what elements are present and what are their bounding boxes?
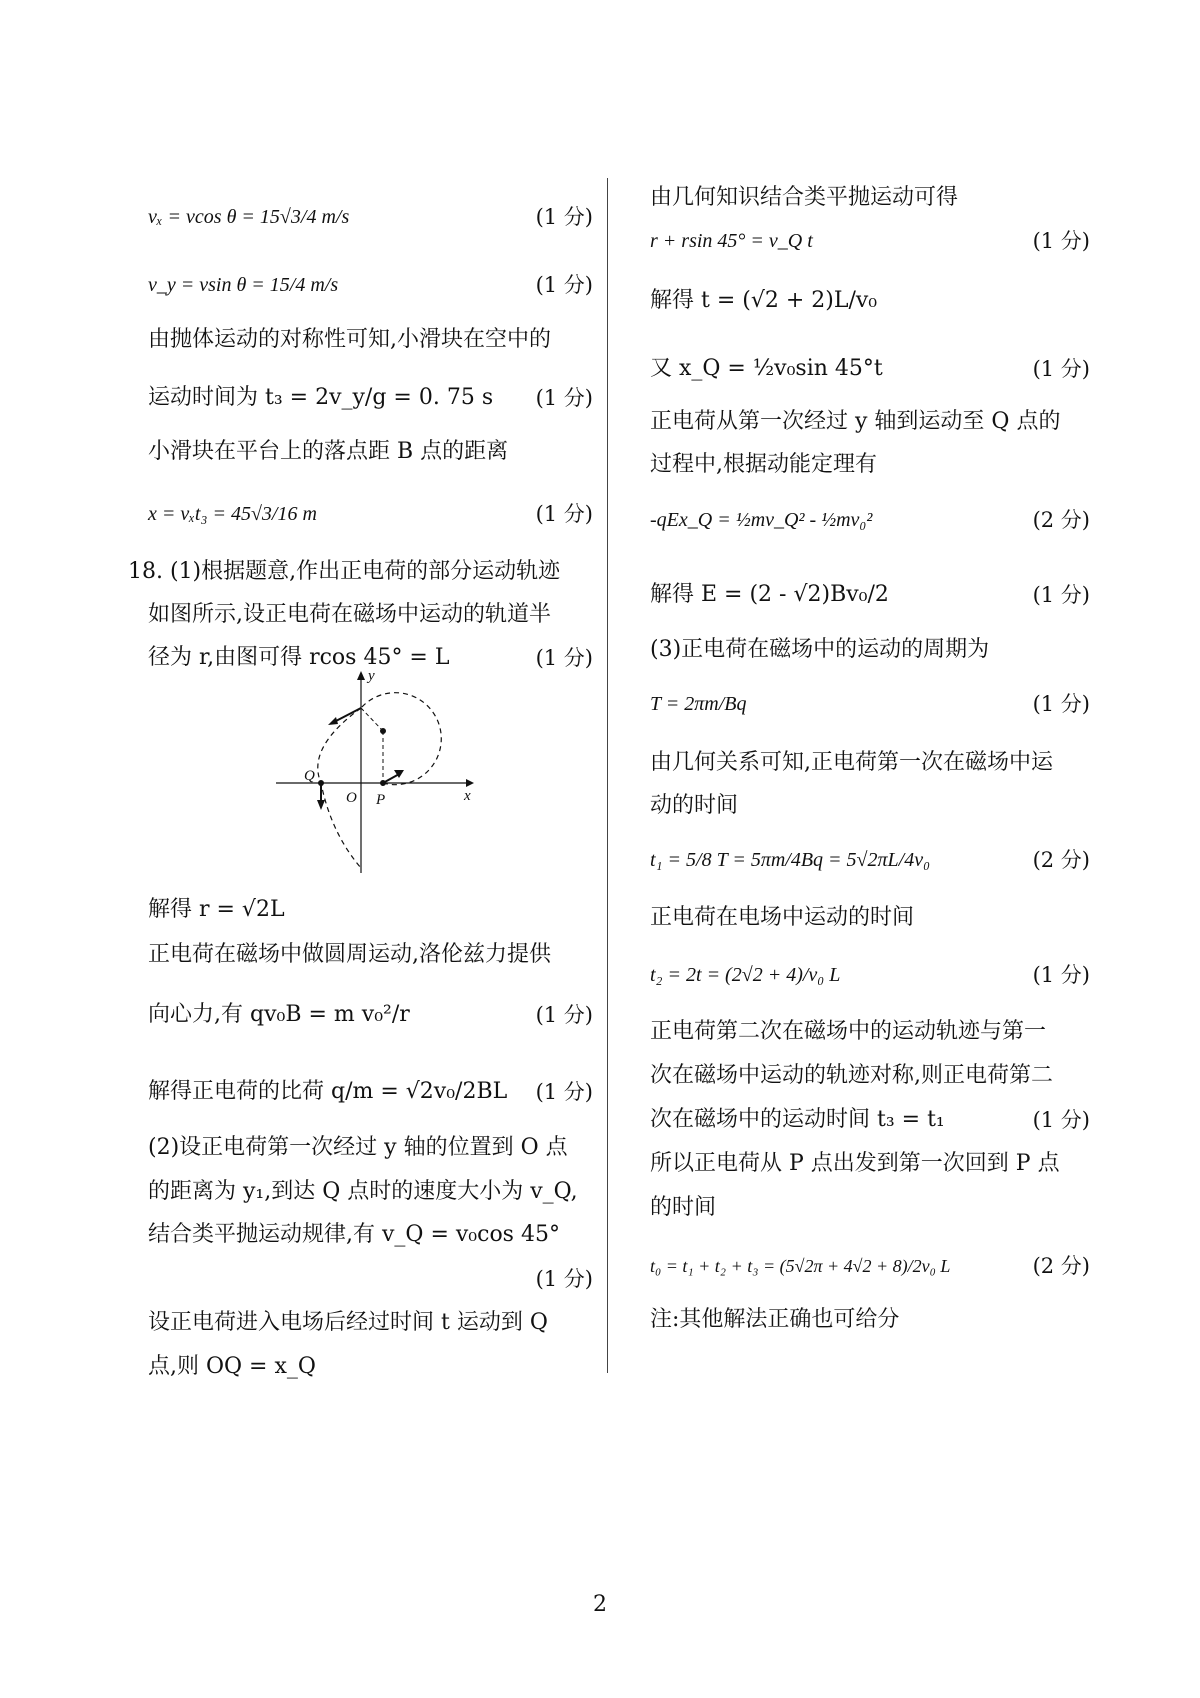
point-label-p: P: [376, 792, 386, 808]
score: (1 分): [535, 386, 593, 410]
score: (2 分): [1032, 848, 1090, 872]
eq-1: [650, 221, 1090, 261]
q18-line3-text: 径为 r,由图可得 rcos 45° = L: [148, 645, 450, 670]
eq-t3-text: 运动时间为 t₃ = 2v_y/g = 0. 75 s: [148, 385, 494, 410]
paragraph-text: 过程中,根据动能定理有: [650, 452, 877, 477]
score: (1 分): [535, 1003, 593, 1027]
page-number: 2: [593, 1592, 607, 1617]
paragraph-text: 次在磁场中运动的轨迹对称,则正电荷第二: [650, 1063, 1053, 1088]
paragraph-text: 由几何知识结合类平抛运动可得: [650, 185, 959, 210]
paragraph-text: 的时间: [650, 1195, 717, 1220]
text9-line: [650, 1100, 1090, 1140]
eq-t1-text: t₁ = 5/8 T = 5πm/4Bq = 5√2πL/4v₀: [650, 849, 931, 871]
paragraph-text: 所以正电荷从 P 点出发到第一次回到 P 点: [650, 1151, 1060, 1176]
trajectory-figure: [276, 668, 476, 878]
eq-force: [148, 995, 593, 1035]
score: (1 分): [535, 205, 593, 229]
column-divider: [607, 178, 608, 1373]
score: (2 分): [1032, 508, 1090, 532]
question-18-line1: 18. (1)根据题意,作出正电荷的部分运动轨迹: [128, 559, 561, 584]
score: (2 分): [1032, 1254, 1090, 1278]
eq-T-text: T = 2πm/Bq: [650, 693, 747, 715]
paragraph-text: 结合类平抛运动规律,有 v_Q = v₀cos 45°: [148, 1222, 560, 1247]
eq-t2-text: t₂ = 2t = (2√2 + 4)/v₀ L: [650, 964, 841, 986]
eq-xq: [650, 349, 1090, 389]
score: (1 分): [535, 502, 593, 526]
paragraph-text: (2)设正电荷第一次经过 y 轴的位置到 O 点: [148, 1135, 568, 1160]
score: (1 分): [535, 1267, 593, 1291]
score: (1 分): [1032, 1108, 1090, 1132]
score-line: [148, 1259, 593, 1299]
eq-vy-text: v_y = vsin θ = 15/4 m/s: [148, 274, 339, 296]
eq-t0: [650, 1246, 1090, 1286]
eq-t1: [650, 840, 1090, 880]
eq-force-text: 向心力,有 qv₀B = m v₀²/r: [148, 1002, 410, 1027]
score: (1 分): [1032, 583, 1090, 607]
eq-E-text: 解得 E = (2 - √2)Bv₀/2: [650, 582, 889, 607]
eq-vy: [148, 265, 593, 305]
eq-vx-text: vₓ = vcos θ = 15√3/4 m/s: [148, 206, 350, 228]
eq-energy-text: -qEx_Q = ½mv_Q² - ½mv₀²: [650, 509, 873, 531]
paragraph-text: 正电荷第二次在磁场中的运动轨迹与第一: [650, 1019, 1047, 1044]
eq-t-text: 解得 t = (√2 + 2)L/v₀: [650, 288, 878, 313]
paragraph-text: 由抛体运动的对称性可知,小滑块在空中的: [148, 327, 551, 352]
axis-label-x: x: [464, 788, 471, 804]
eq-x: [148, 494, 593, 534]
eq-xq-text: 又 x_Q = ½v₀sin 45°t: [650, 356, 883, 381]
eq-x-text: x = vₓt₃ = 45√3/16 m: [148, 503, 317, 525]
point-label-o: O: [346, 790, 357, 806]
eq-t0-text: t₀ = t₁ + t₂ + t₃ = (5√2π + 4√2 + 8)/2v₀ L: [650, 1256, 951, 1276]
paragraph-text: 如图所示,设正电荷在磁场中运动的轨道半: [148, 602, 551, 627]
eq-r: [148, 890, 593, 930]
eq-ratio: [148, 1072, 593, 1112]
eq-ratio-text: 解得正电荷的比荷 q/m = √2v₀/2BL: [148, 1079, 508, 1104]
eq-vx: [148, 197, 593, 237]
paragraph-text: 正电荷在磁场中做圆周运动,洛伦兹力提供: [148, 942, 551, 967]
paragraph-text: 的距离为 y₁,到达 Q 点时的速度大小为 v_Q,: [148, 1179, 578, 1204]
score: (1 分): [1032, 692, 1090, 716]
score: (1 分): [535, 273, 593, 297]
score: (1 分): [1032, 963, 1090, 987]
paragraph-text: 正电荷在电场中运动的时间: [650, 905, 915, 930]
eq-energy: [650, 500, 1090, 540]
paragraph-text: 正电荷从第一次经过 y 轴到运动至 Q 点的: [650, 409, 1061, 434]
score: (1 分): [535, 646, 593, 670]
score: (1 分): [1032, 229, 1090, 253]
note: 注:其他解法正确也可给分: [650, 1307, 900, 1332]
eq-1-text: r + rsin 45° = v_Q t: [650, 230, 813, 252]
paragraph-text: 点,则 OQ = x_Q: [148, 1354, 316, 1379]
paragraph-text: 小滑块在平台上的落点距 B 点的距离: [148, 439, 509, 464]
eq-t: [650, 281, 1090, 321]
eq-r-text: 解得 r = √2L: [148, 897, 285, 922]
text9: 次在磁场中的运动时间 t₃ = t₁: [650, 1107, 945, 1132]
point-label-q: Q: [304, 768, 315, 784]
score: (1 分): [535, 1080, 593, 1104]
paragraph-text: 设正电荷进入电场后经过时间 t 运动到 Q: [148, 1310, 548, 1335]
paragraph-text: (3)正电荷在磁场中的运动的周期为: [650, 637, 990, 662]
eq-T: [650, 684, 1090, 724]
score: (1 分): [1032, 357, 1090, 381]
axis-label-y: y: [368, 668, 375, 684]
paragraph-text: 由几何关系可知,正电荷第一次在磁场中运: [650, 750, 1053, 775]
eq-t3: [148, 378, 593, 418]
paragraph-text: 动的时间: [650, 793, 739, 818]
eq-E: [650, 575, 1090, 615]
eq-t2: [650, 955, 1090, 995]
